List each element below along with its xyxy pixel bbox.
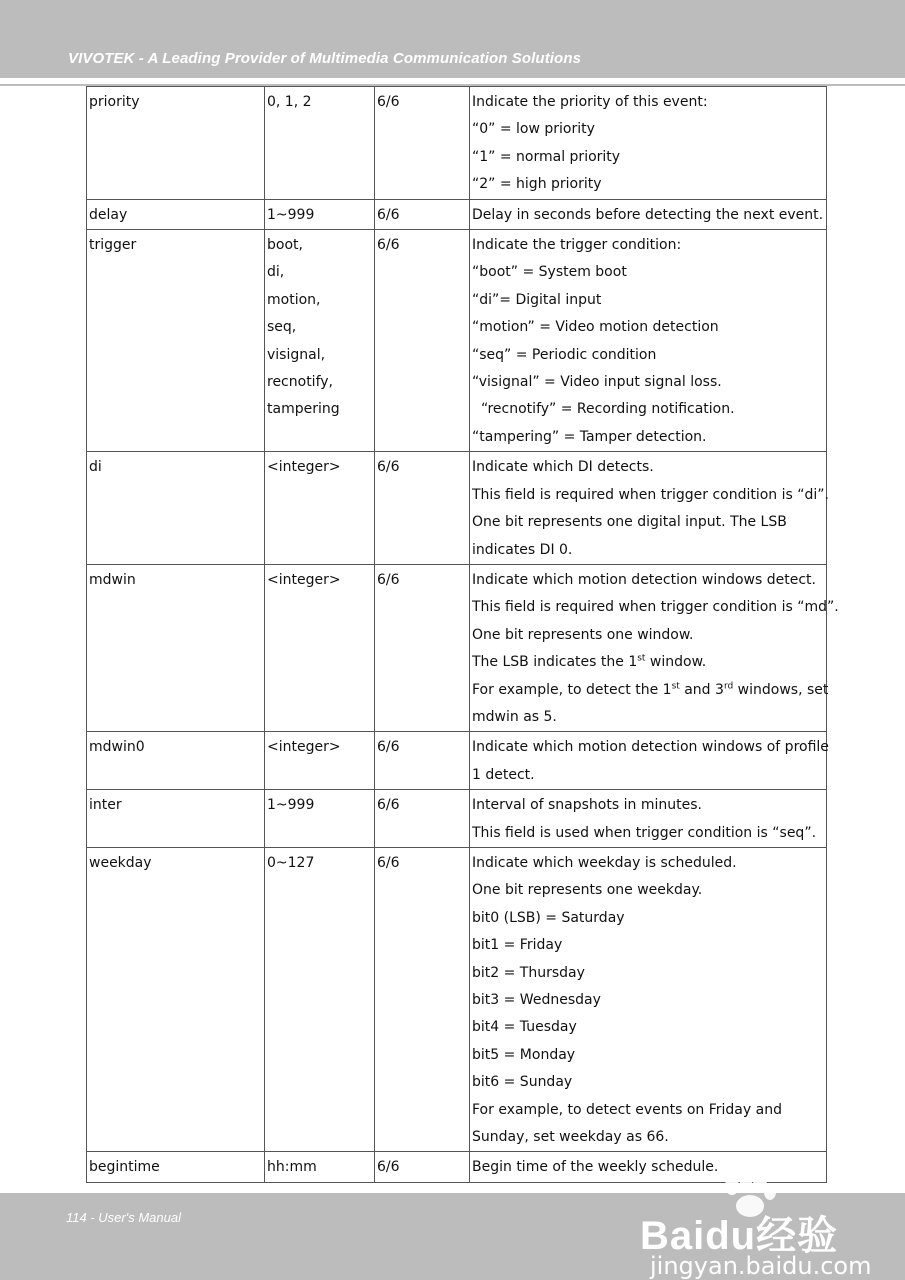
param-name: weekday — [87, 847, 265, 1151]
table-row — [87, 87, 827, 200]
header-title: VIVOTEK - A Leading Provider of Multimedia Communication Solutions — [68, 50, 582, 67]
table-row — [87, 199, 827, 229]
param-name: di — [87, 452, 265, 565]
watermark-url: jingyan.baidu.com — [650, 1252, 872, 1280]
param-name: mdwin — [87, 564, 265, 731]
param-values: hh:mm — [265, 1152, 375, 1182]
param-description: Indicate the priority of this event: “0” = low priority “1” = normal priority “2” = high priority — [470, 87, 827, 200]
table-row — [87, 452, 827, 565]
page-footer — [0, 1193, 905, 1280]
param-description: Indicate which motion detection windows detect. This field is required when trigger condition is “md”. One bit represents one window. The LSB indicates the 1st window. For example, to detect the 1st and 3rd windows, set mdwin as 5. — [470, 564, 827, 731]
param-values: 0~127 — [265, 847, 375, 1151]
param-description: Begin time of the weekly schedule. — [470, 1152, 827, 1182]
param-security: 6/6 — [375, 230, 470, 452]
param-security: 6/6 — [375, 199, 470, 229]
param-values: 0, 1, 2 — [265, 87, 375, 200]
param-values: 1~999 — [265, 199, 375, 229]
param-values: boot, di, motion, seq, visignal, recnotify, tampering — [265, 230, 375, 452]
table-row — [87, 790, 827, 848]
watermark-brand: Baidu经验 — [640, 1214, 839, 1258]
table-row — [87, 847, 827, 1151]
param-security: 6/6 — [375, 87, 470, 200]
table-row — [87, 230, 827, 452]
param-name: trigger — [87, 230, 265, 452]
param-security: 6/6 — [375, 1152, 470, 1182]
param-values: <integer> — [265, 452, 375, 565]
param-security: 6/6 — [375, 564, 470, 731]
baidu-watermark — [640, 1168, 872, 1280]
param-name: priority — [87, 87, 265, 200]
param-name: inter — [87, 790, 265, 848]
param-name: mdwin0 — [87, 732, 265, 790]
param-values: 1~999 — [265, 790, 375, 848]
page-number-label: 114 - User's Manual — [66, 1210, 181, 1225]
param-description: Indicate which weekday is scheduled. One bit represents one weekday. bit0 (LSB) = Saturday bit1 = Friday bit2 = Thursday bit3 = Wednesday bit4 = Tuesday bit5 = Monday bit6 = Sunday For example, to detect events on Friday and Sunday, set weekday as 66. — [470, 847, 827, 1151]
example-line: For example, to detect the 1st and 3rd windows, set — [472, 680, 829, 698]
param-security: 6/6 — [375, 847, 470, 1151]
param-security: 6/6 — [375, 452, 470, 565]
param-security: 6/6 — [375, 790, 470, 848]
table-row — [87, 564, 827, 731]
param-values: <integer> — [265, 732, 375, 790]
param-description: Indicate which motion detection windows of profile 1 detect. — [470, 732, 827, 790]
param-name: begintime — [87, 1152, 265, 1182]
param-description: Interval of snapshots in minutes. This field is used when trigger condition is “seq”. — [470, 790, 827, 848]
table-row — [87, 732, 827, 790]
param-description: Indicate which DI detects. This field is required when trigger condition is “di”. One bit represents one digital input. The LSB indicates DI 0. — [470, 452, 827, 565]
lsb-line: The LSB indicates the 1st window. — [472, 653, 707, 671]
param-description: Indicate the trigger condition: “boot” = System boot “di”= Digital input “motion” = Video motion detection “seq” = Periodic condition “visignal” = Video input signal loss. “recnotify” = Recording notification. “tampering” = Tamper detection. — [470, 230, 827, 452]
param-name: delay — [87, 199, 265, 229]
param-values: <integer> — [265, 564, 375, 731]
page-header — [0, 0, 905, 78]
param-security: 6/6 — [375, 732, 470, 790]
parameter-table — [86, 86, 839, 1183]
param-description: Delay in seconds before detecting the next event. — [470, 199, 827, 229]
